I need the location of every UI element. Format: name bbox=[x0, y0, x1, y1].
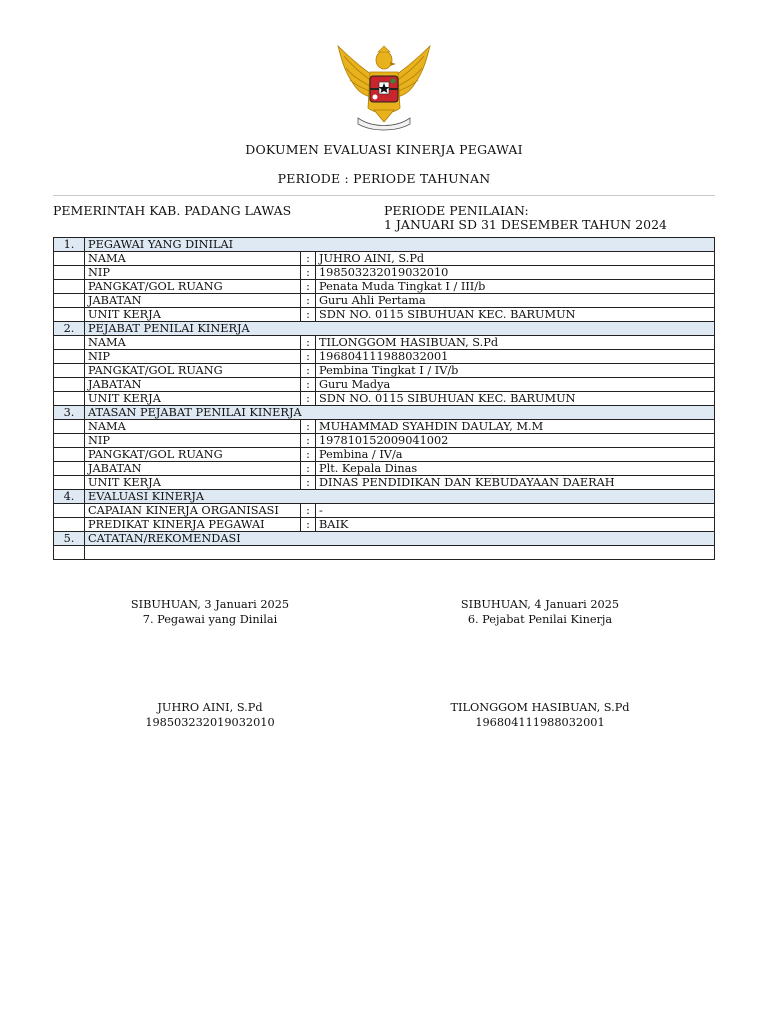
signature-left bbox=[90, 597, 330, 627]
row-label: NIP bbox=[85, 350, 301, 364]
row-value: TILONGGOM HASIBUAN, S.Pd bbox=[316, 336, 715, 350]
row-value: 197810152009041002 bbox=[316, 434, 715, 448]
row-value: Penata Muda Tingkat I / III/b bbox=[316, 280, 715, 294]
colon: : bbox=[301, 252, 316, 266]
signatory-nip: 198503232019032010 bbox=[145, 716, 275, 729]
table-row bbox=[54, 280, 715, 294]
table-row bbox=[54, 350, 715, 364]
place-date: SIBUHUAN, 4 Januari 2025 bbox=[460, 598, 620, 611]
row-label: NAMA bbox=[85, 420, 301, 434]
row-label: JABATAN bbox=[85, 462, 301, 476]
row-value: Guru Ahli Pertama bbox=[316, 294, 715, 308]
row-label: UNIT KERJA bbox=[85, 308, 301, 322]
row-value: - bbox=[316, 504, 715, 518]
row-value: Pembina / IV/a bbox=[316, 448, 715, 462]
colon: : bbox=[301, 266, 316, 280]
row-label: UNIT KERJA bbox=[85, 392, 301, 406]
row-value: JUHRO AINI, S.Pd bbox=[316, 252, 715, 266]
row-label: UNIT KERJA bbox=[85, 476, 301, 490]
signatory-role: 7. Pegawai yang Dinilai bbox=[142, 613, 278, 626]
section-title: EVALUASI KINERJA bbox=[85, 490, 715, 504]
row-label: PANGKAT/GOL RUANG bbox=[85, 280, 301, 294]
table-row bbox=[54, 462, 715, 476]
place-date: SIBUHUAN, 3 Januari 2025 bbox=[130, 598, 290, 611]
table-row bbox=[54, 392, 715, 406]
assessment-period-label: PERIODE PENILAIAN: bbox=[384, 203, 529, 218]
section-header bbox=[54, 532, 715, 546]
table-row bbox=[54, 434, 715, 448]
colon: : bbox=[301, 476, 316, 490]
row-label: NAMA bbox=[85, 252, 301, 266]
table-row bbox=[54, 518, 715, 532]
colon: : bbox=[301, 462, 316, 476]
notes-row bbox=[54, 546, 715, 560]
colon: : bbox=[301, 308, 316, 322]
signatory-left bbox=[90, 700, 330, 730]
section-title: PEGAWAI YANG DINILAI bbox=[85, 238, 715, 252]
row-label: CAPAIAN KINERJA ORGANISASI bbox=[85, 504, 301, 518]
section-number: 3. bbox=[54, 406, 85, 420]
assessment-period-value: 1 JANUARI SD 31 DESEMBER TAHUN 2024 bbox=[384, 217, 668, 232]
section-number: 2. bbox=[54, 322, 85, 336]
signatory-nip: 196804111988032001 bbox=[475, 716, 605, 729]
period-line: PERIODE : PERIODE TAHUNAN bbox=[277, 171, 491, 186]
row-label: JABATAN bbox=[85, 378, 301, 392]
row-label: PREDIKAT KINERJA PEGAWAI bbox=[85, 518, 301, 532]
colon: : bbox=[301, 364, 316, 378]
colon: : bbox=[301, 420, 316, 434]
colon: : bbox=[301, 392, 316, 406]
row-value: DINAS PENDIDIKAN DAN KEBUDAYAAN DAERAH bbox=[316, 476, 715, 490]
row-value: 198503232019032010 bbox=[316, 266, 715, 280]
table-row bbox=[54, 448, 715, 462]
section-header bbox=[54, 322, 715, 336]
colon: : bbox=[301, 504, 316, 518]
section-number: 5. bbox=[54, 532, 85, 546]
colon: : bbox=[301, 448, 316, 462]
signature-right bbox=[420, 597, 660, 627]
table-row bbox=[54, 308, 715, 322]
colon: : bbox=[301, 336, 316, 350]
section-title: ATASAN PEJABAT PENILAI KINERJA bbox=[85, 406, 715, 420]
colon: : bbox=[301, 280, 316, 294]
table-row bbox=[54, 364, 715, 378]
row-label: JABATAN bbox=[85, 294, 301, 308]
table-row bbox=[54, 504, 715, 518]
row-label: NIP bbox=[85, 434, 301, 448]
table-row bbox=[54, 336, 715, 350]
table-row bbox=[54, 252, 715, 266]
row-label: PANGKAT/GOL RUANG bbox=[85, 448, 301, 462]
government-label: PEMERINTAH KAB. PADANG LAWAS bbox=[53, 203, 292, 218]
table-row bbox=[54, 266, 715, 280]
notes-content bbox=[85, 546, 715, 560]
divider bbox=[53, 195, 715, 196]
evaluation-table bbox=[53, 237, 715, 560]
section-title: PEJABAT PENILAI KINERJA bbox=[85, 322, 715, 336]
colon: : bbox=[301, 378, 316, 392]
signatory-name: JUHRO AINI, S.Pd bbox=[157, 701, 263, 714]
signatory-name: TILONGGOM HASIBUAN, S.Pd bbox=[450, 701, 630, 714]
table-row bbox=[54, 476, 715, 490]
section-number: 1. bbox=[54, 238, 85, 252]
colon: : bbox=[301, 294, 316, 308]
garuda-emblem-icon bbox=[332, 42, 436, 132]
colon: : bbox=[301, 518, 316, 532]
table-row bbox=[54, 420, 715, 434]
section-number: 4. bbox=[54, 490, 85, 504]
row-value: Plt. Kepala Dinas bbox=[316, 462, 715, 476]
row-value: Pembina Tingkat I / IV/b bbox=[316, 364, 715, 378]
row-value: MUHAMMAD SYAHDIN DAULAY, M.M bbox=[316, 420, 715, 434]
colon: : bbox=[301, 434, 316, 448]
row-label: NAMA bbox=[85, 336, 301, 350]
row-value: 196804111988032001 bbox=[316, 350, 715, 364]
row-value: BAIK bbox=[316, 518, 715, 532]
row-label: NIP bbox=[85, 266, 301, 280]
row-label: PANGKAT/GOL RUANG bbox=[85, 364, 301, 378]
section-header bbox=[54, 490, 715, 504]
row-value: SDN NO. 0115 SIBUHUAN KEC. BARUMUN bbox=[316, 308, 715, 322]
row-value: Guru Madya bbox=[316, 378, 715, 392]
section-title: CATATAN/REKOMENDASI bbox=[85, 532, 715, 546]
section-header bbox=[54, 238, 715, 252]
signatory-role: 6. Pejabat Penilai Kinerja bbox=[467, 613, 613, 626]
row-value: SDN NO. 0115 SIBUHUAN KEC. BARUMUN bbox=[316, 392, 715, 406]
colon: : bbox=[301, 350, 316, 364]
document-title: DOKUMEN EVALUASI KINERJA PEGAWAI bbox=[245, 142, 523, 157]
table-row bbox=[54, 378, 715, 392]
signatory-right bbox=[420, 700, 660, 730]
section-header bbox=[54, 406, 715, 420]
table-row bbox=[54, 294, 715, 308]
